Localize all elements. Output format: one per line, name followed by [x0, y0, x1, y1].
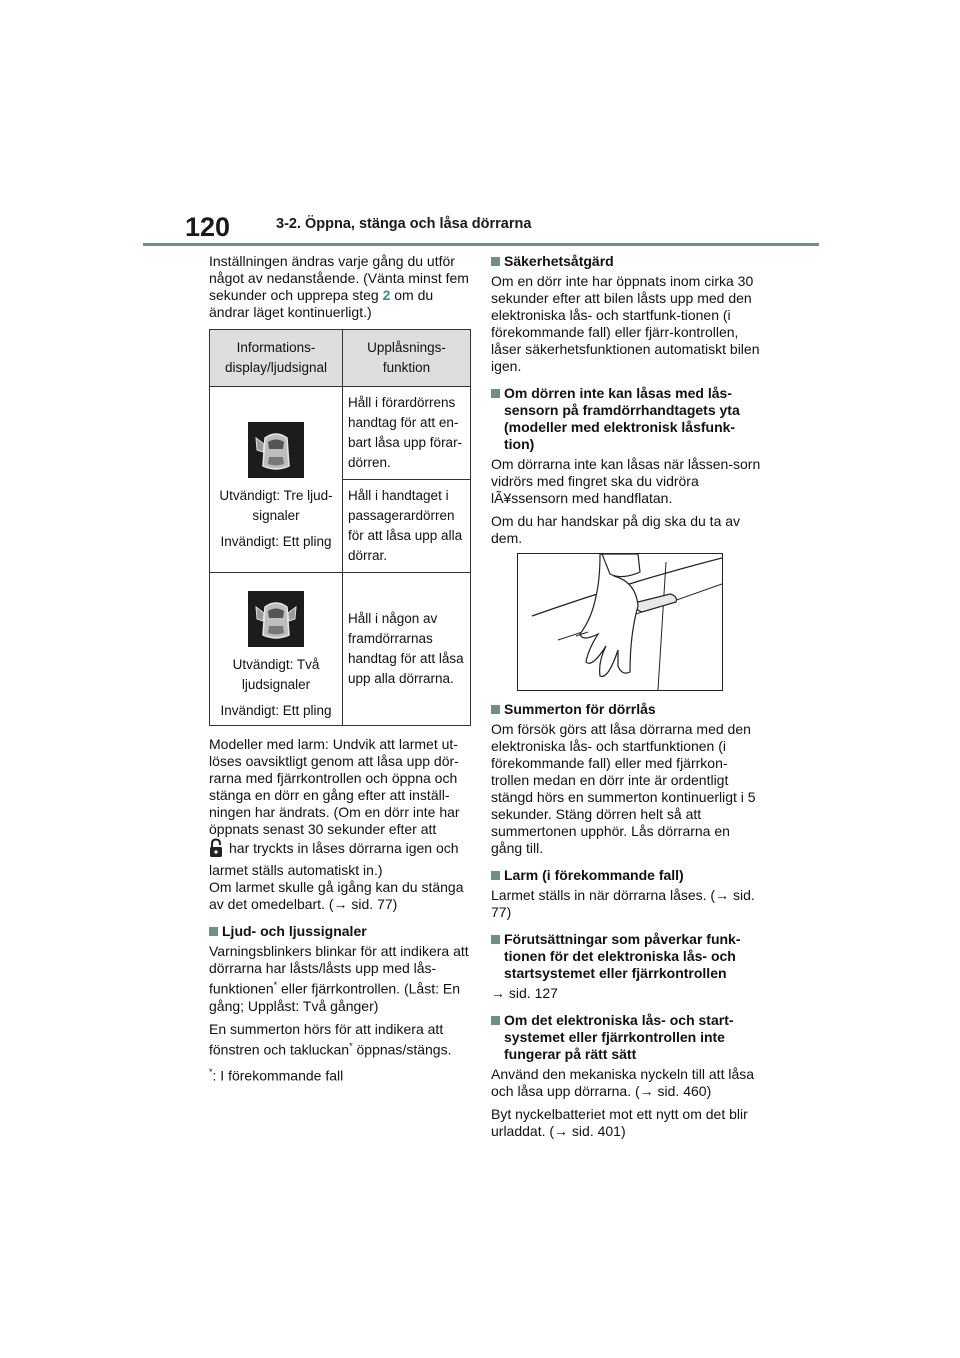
step-number: 2 — [382, 287, 391, 303]
section-title: 3-2. Öppna, stänga och låsa dörrarna — [276, 216, 532, 232]
row1-display-outside: Utvändigt: Tre ljud-signaler — [219, 487, 333, 523]
row2-display-inside: Invändigt: Ett pling — [220, 703, 332, 718]
sensor-heading-text: Om dörren inte kan låsas med lås-sensorn på framdörrhandtagets yta (modeller med elektronisk låsfunk-tion) — [504, 385, 740, 452]
buzzer-heading — [491, 701, 761, 718]
footnote — [209, 1064, 471, 1085]
signals-paragraph-1 — [209, 943, 471, 1015]
buzzer-heading-text: Summerton för dörrlås — [504, 701, 656, 717]
table-cell-display-1 — [210, 387, 343, 573]
conditions-heading — [491, 931, 761, 982]
right-column — [491, 253, 761, 1146]
malfunction-paragraph-2: Byt nyckelbatteriet mot ett nytt om det blir urladdat. (→ sid. 401) — [491, 1106, 748, 1139]
row2-display-outside: Utvändigt: Två ljudsignaler — [232, 657, 320, 692]
row1-display-inside: Invändigt: Ett pling — [220, 533, 332, 549]
lock-button-icon — [209, 838, 223, 862]
signals-paragraph-2 — [209, 1021, 471, 1059]
header-rule — [143, 243, 819, 246]
asterisk-mark: * — [349, 1040, 353, 1051]
conditions-paragraph: → sid. 127 — [491, 985, 558, 1001]
left-column — [209, 253, 471, 1091]
alarm-text-3: Om larmet skulle gå igång kan du stänga av det omedelbart. (→ sid. 77) — [209, 879, 464, 912]
asterisk-mark: * — [273, 980, 278, 990]
signals-text-2a: En summerton hörs för att indikera att fönstren och takluckan — [209, 1020, 444, 1058]
intro-paragraph — [209, 253, 471, 321]
alarm-text-2: har tryckts in låses dörrarna igen och larmet ställs automatiskt in.) — [209, 840, 459, 878]
sensor-paragraph-1: Om dörrarna inte kan låsas när låssen-sorn vidrörs med fingret ska du vidröra lÃ¥ssensorn med handflatan. — [491, 456, 761, 506]
footnote-text: : I förekommande fall — [212, 1067, 344, 1084]
table-cell-display-2 — [210, 573, 343, 726]
alarm-paragraph-right: Larmet ställs in när dörrarna låses. (→ sid. 77) — [491, 887, 755, 920]
heading-square-icon — [491, 935, 500, 944]
signals-heading — [209, 923, 471, 940]
intro-text-after: om du ändrar läget kontinuerligt.) — [209, 287, 434, 320]
alarm-heading-text: Larm (i förekommande fall) — [504, 867, 684, 883]
footnote-mark: * — [209, 1067, 213, 1078]
buzzer-paragraph: Om försök görs att låsa dörrarna med den elektroniska lås- och startfunktionen (i förekommande fall) eller med fjärrkon-trollen medan en dörr inte är ordentligt stängd hörs en summerton kontinuerligt i 5 sekunder. Stäng dörren helt så att summertonen upphör. Lås dörrarna en gång till. — [491, 721, 756, 856]
heading-square-icon — [491, 871, 500, 880]
security-heading — [491, 253, 761, 270]
heading-square-icon — [491, 705, 500, 714]
page-number: 120 — [185, 212, 231, 242]
malfunction-paragraph-1: Använd den mekaniska nyckeln till att låsa och låsa upp dörrarna. (→ sid. 460) — [491, 1066, 755, 1099]
signals-text-1b: eller fjärrkontrollen. (Låst: En gång; Upplåst: Två gånger) — [209, 980, 460, 1014]
row2-function: Håll i någon av framdörrarnas handtag för att låsa upp alla dörrarna. — [343, 573, 471, 726]
settings-table — [209, 329, 471, 726]
heading-square-icon — [491, 389, 500, 398]
row1-function-a: Håll i förardörrens handtag för att en-bart låsa upp förar-dörren. — [343, 387, 471, 480]
row1-function-b: Håll i handtaget i passagerardörren för att låsa upp alla dörrar. — [343, 480, 471, 573]
security-paragraph: Om en dörr inte har öppnats inom cirka 30 sekunder efter att bilen låsts upp med den elektroniska lås- och startfunk-tionen (i förekommande fall) eller fjärr-kontrollen, låser säkerhetsfunktionen automatiskt bilen igen. — [491, 273, 760, 374]
conditions-heading-text: Förutsättningar som påverkar funk-tionen för det elektroniska lås- och startsystemet eller fjärrkontrollen — [504, 931, 741, 981]
heading-square-icon — [209, 927, 218, 936]
table-header-function: Upplåsnings-funktion — [343, 330, 471, 387]
security-heading-text: Säkerhetsåtgärd — [504, 253, 614, 269]
alarm-heading — [491, 867, 761, 884]
car-two-doors-open-icon — [248, 591, 304, 647]
car-one-door-open-icon — [248, 422, 304, 478]
sensor-paragraph-2: Om du har handskar på dig ska du ta av dem. — [491, 513, 741, 546]
heading-square-icon — [491, 257, 500, 266]
sensor-heading — [491, 385, 761, 453]
heading-square-icon — [491, 1016, 500, 1025]
alarm-paragraph — [209, 736, 471, 913]
intro-text-before: Inställningen ändras varje gång du utför något av nedanstående. (Vänta minst fem sekunder och upprepa steg — [209, 253, 469, 303]
alarm-text-1: Modeller med larm: Undvik att larmet ut-löses oavsiktligt genom att låsa upp dör-rarna med fjärrkontrollen och öppna och stänga en dörr en gång efter att inställ-ningen har ändrats. (Om en dörr inte har öppnats senast 30 sekunder efter att — [209, 736, 460, 837]
signals-text-2b: öppnas/stängs. — [356, 1041, 452, 1058]
malfunction-heading-text: Om det elektroniska lås- och start-systemet eller fjärrkontrollen inte fungerar på rätt sätt — [504, 1012, 734, 1062]
malfunction-heading — [491, 1012, 761, 1063]
hand-door-handle-illustration — [517, 553, 723, 691]
table-header-display: Informations-display/ljudsignal — [210, 330, 343, 387]
signals-heading-text: Ljud- och ljussignaler — [222, 923, 367, 939]
signals-text-1a: Varningsblinkers blinkar för att indikera att dörrarna har låsts/låsts upp med lås-funktionen — [209, 943, 469, 997]
